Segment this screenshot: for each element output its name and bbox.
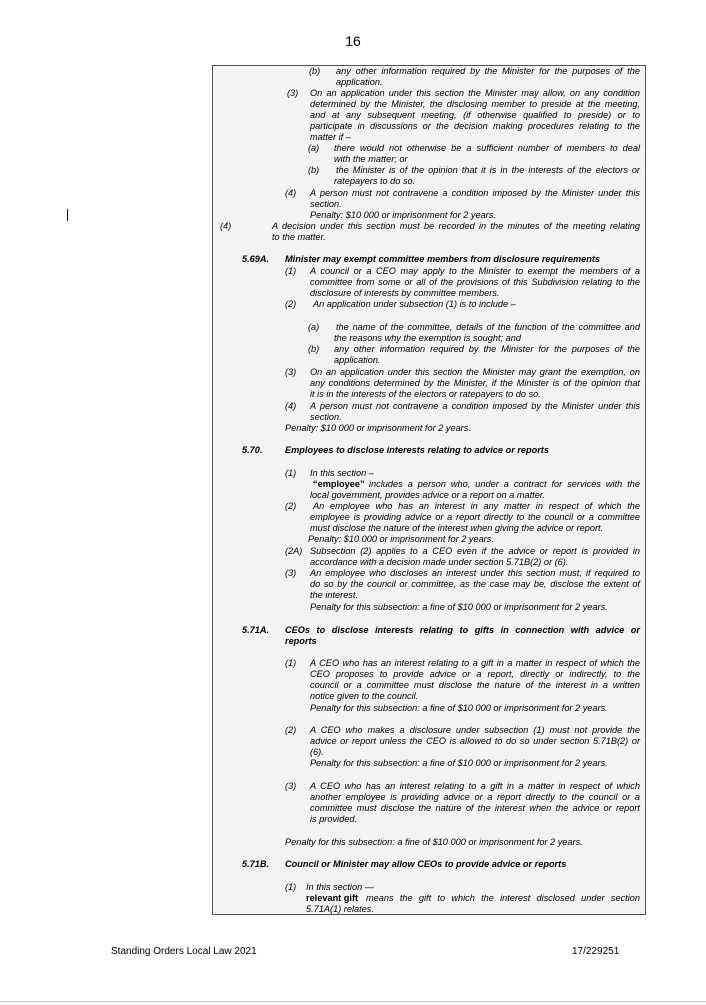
clause-label: “employee” [313, 479, 365, 489]
text-line: accordance with a decision made under section 5.71B(2) or (6). [310, 557, 569, 567]
section-number: 5.70. [242, 445, 263, 455]
clause-label: (b) [309, 66, 321, 76]
text-line: Subsection (2) applies to a CEO even if the advice or report is provided in [310, 546, 640, 556]
text-line: includes a person who, under a contract for services with the [369, 479, 640, 489]
section-heading: Council or Minister may allow CEOs to provide advice or reports [285, 859, 567, 869]
text-line: any conditions determined by the Minister, if the Minister is of the opinion that [310, 378, 640, 388]
section-number: 5.71A. [242, 625, 270, 635]
text-line: the name of the committee, details of the function of the committee and [336, 322, 640, 332]
text-line: Penalty: $10 000 or imprisonment for 2 years. [310, 210, 496, 220]
clause-label: (1) [285, 468, 297, 478]
clause-label: (3) [287, 88, 299, 98]
text-line: committee from some or all of the provisions of this Subdivision relating to the [310, 277, 640, 287]
text-line: advice or report unless the CEO is allowed to do so under section 5.71B(2) or [310, 736, 640, 746]
text-line: A CEO who makes a disclosure under subsection (1) must not provide the [310, 725, 640, 735]
clause-label: (b) [308, 344, 320, 354]
text-line: to the matter. [272, 232, 326, 242]
text-line: On an application under this section the Minister may allow, on any condition [310, 88, 640, 98]
text-line: council or a committee must disclose the nature of the interest in a written [310, 680, 640, 690]
clause-label: (1) [285, 266, 297, 276]
clause-label: (b) [308, 165, 320, 175]
text-line: disclosure of interests by committee members. [310, 288, 500, 298]
text-line: A person must not contravene a condition imposed by the Minister under this [310, 401, 640, 411]
text-line: the interest. [310, 590, 359, 600]
text-line: application. [334, 355, 381, 365]
clause-label: (4) [285, 188, 297, 198]
page-number: 16 [345, 33, 361, 49]
footer-reference: 17/229251 [572, 946, 620, 957]
text-line: A CEO who has an interest relating to a gift in a matter in respect of which [310, 781, 640, 791]
text-line: A person must not contravene a condition imposed by the Minister under this [310, 188, 640, 198]
text-line: 5.71A(1) relates. [306, 904, 374, 914]
text-line: A council or a CEO may apply to the Minister to exempt the members of a [310, 266, 640, 276]
clause-label: (3) [285, 781, 297, 791]
text-line: An application under subsection (1) is to include – [313, 299, 516, 309]
text-line: any other information required by the Minister for the purposes of the [334, 344, 640, 354]
text-line: means the gift to which the interest disclosed under section [366, 893, 640, 903]
text-line: section. [310, 412, 342, 422]
page-divider [0, 1001, 706, 1002]
section-heading: Employees to disclose interests relating to advice or reports [285, 445, 549, 455]
clause-label: (2) [285, 501, 297, 511]
text-line: local government, provides advice or a report on a matter. [310, 490, 546, 500]
text-line: must disclose the nature of the interest when giving the advice or report. [310, 523, 604, 533]
clause-label: relevant gift [306, 893, 359, 903]
text-line: An employee who discloses an interest under this section must, if required to [310, 568, 640, 578]
text-line: determined by the Minister, the disclosing member to preside at the meeting, [310, 99, 640, 109]
text-line: is provided. [310, 814, 357, 824]
clause-label: (2) [285, 725, 297, 735]
text-line: Penalty for this subsection: a fine of $10 000 or imprisonment for 2 years. [310, 602, 608, 612]
text-line: ratepayers to do so. [334, 176, 416, 186]
text-cursor [67, 209, 68, 221]
section-heading: CEOs to disclose interests relating to gifts in connection with advice or [285, 625, 640, 635]
text-line: notice given to the council. [310, 691, 419, 701]
text-line: the Minister is of the opinion that it is in the interests of the electors or [336, 165, 640, 175]
text-line: matter if – [310, 132, 351, 142]
clause-label: (3) [285, 568, 297, 578]
text-line: another employee is providing advice or a report directly to the council or a [310, 792, 640, 802]
text-line: section. [310, 199, 342, 209]
clause-label: (3) [285, 367, 297, 377]
text-line: there would not otherwise be a sufficient number of members to deal [334, 143, 640, 153]
text-line: An employee who has an interest in any matter in respect of which the [313, 501, 640, 511]
clause-label: (2) [285, 299, 297, 309]
text-line: and at any subsequent meeting, (if otherwise qualified to preside) or to [310, 110, 640, 120]
section-number: 5.71B. [242, 859, 270, 869]
section-number: 5.69A. [242, 254, 270, 264]
clause-label: (2A) [285, 546, 303, 556]
text-line: committee must disclose the nature of the interest when the advice or report [310, 803, 640, 813]
text-line: In this section — [306, 882, 374, 892]
footer-title: Standing Orders Local Law 2021 [111, 946, 257, 957]
clause-label: (a) [308, 143, 320, 153]
text-line: In this section – [310, 468, 374, 478]
clause-label: (4) [285, 401, 297, 411]
clause-label: (1) [285, 658, 297, 668]
text-line: employee is providing advice or a report directly to the council or a committee [310, 512, 640, 522]
clause-label: (a) [308, 322, 320, 332]
section-heading: Minister may exempt committee members from disclosure requirements [285, 254, 601, 264]
clause-label: (1) [285, 882, 297, 892]
text-line: the reasons why the exemption is sought; and [334, 333, 521, 343]
text-line: Penalty for this subsection: a fine of $10 000 or imprisonment for 2 years. [310, 703, 608, 713]
text-line: Penalty: $10 000 or imprisonment for 2 years. [308, 534, 494, 544]
clause-label: (4) [220, 221, 232, 231]
text-line: On an application under this section the Minister may grant the exemption, on [310, 367, 640, 377]
text-line: CEO proposes to provide advice or a report, directly or indirectly, to the [310, 669, 640, 679]
text-line: A CEO who has an interest relating to a gift in a matter in respect of which the [310, 658, 640, 668]
text-line: Penalty: $10 000 or imprisonment for 2 years. [285, 423, 471, 433]
text-line: A decision under this section must be recorded in the minutes of the meeting relating [272, 221, 640, 231]
section-heading: reports [285, 636, 317, 646]
text-line: do so by the council or committee, as the case may be, disclose the extent of [310, 579, 640, 589]
text-line: (6). [310, 747, 324, 757]
text-line: Penalty for this subsection: a fine of $10 000 or imprisonment for 2 years. [310, 758, 608, 768]
text-line: application. [336, 77, 383, 87]
text-line: participate in discussions or the decision making procedures relating to the [310, 121, 640, 131]
text-line: Penalty for this subsection: a fine of $10 000 or imprisonment for 2 years. [285, 837, 583, 847]
text-line: any other information required by the Minister for the purposes of the [336, 66, 640, 76]
text-line: with the matter; or [334, 154, 408, 164]
text-line: it is in the interests of the electors or ratepayers to do so. [310, 389, 541, 399]
